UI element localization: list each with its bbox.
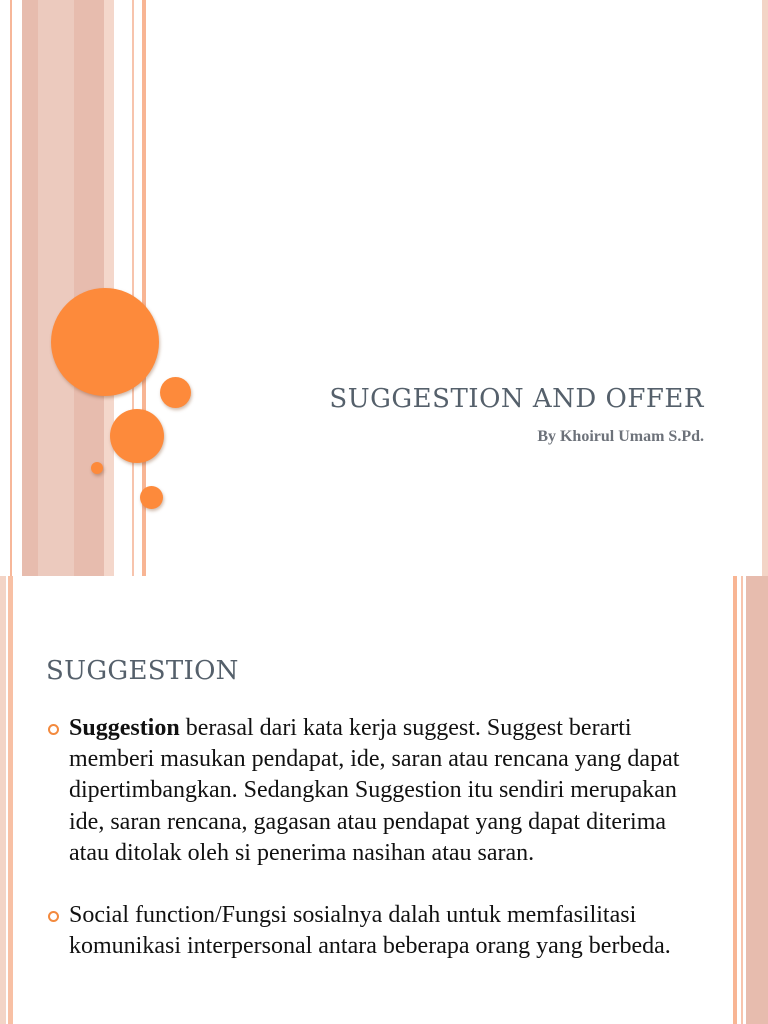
bullet-circle-icon (48, 911, 59, 922)
right-edge-strip (762, 0, 768, 576)
decorative-circle-small (160, 377, 191, 408)
decorative-circle-tiny (91, 462, 103, 474)
decorative-circle-small (140, 486, 163, 509)
slide-subtitle: By Khoirul Umam S.Pd. (537, 428, 704, 445)
decorative-band-highlight (38, 0, 74, 576)
bullet-bold-term: Suggestion (69, 715, 180, 741)
left-edge-strip (0, 0, 8, 576)
decorative-stripe (733, 576, 737, 1024)
bullet-circle-icon (48, 724, 59, 735)
bullet-list (48, 713, 688, 993)
bullet-text: berasal dari kata kerja suggest. Suggest berarti memberi masukan pendapat, ide, saran atau rencana yang dapat dipertimbangkan. Sedangkan Suggestion itu sendiri merupakan ide, saran rencana, gagasan atau pendapat yang dapat diterima atau ditolak oleh si penerima nasihan atau saran. (69, 715, 680, 866)
bullet-item (48, 713, 688, 869)
bullet-text: Social function/Fungsi sosialnya dalah untuk memfasilitasi komunikasi interpersonal antara beberapa orang yang berbeda. (69, 902, 671, 960)
content-slide (0, 576, 768, 1024)
slide-heading: SUGGESTION (46, 656, 239, 686)
decorative-circle-medium (110, 409, 164, 463)
decorative-band (746, 576, 768, 1024)
decorative-circle-large (51, 288, 159, 396)
decorative-stripe (741, 576, 743, 1024)
bullet-item (48, 900, 688, 962)
decorative-stripe (10, 0, 12, 576)
slide-title: SUGGESTION AND OFFER (329, 384, 704, 414)
left-edge-strip (0, 576, 6, 1024)
decorative-stripe (8, 576, 13, 1024)
decorative-stripe (132, 0, 134, 576)
